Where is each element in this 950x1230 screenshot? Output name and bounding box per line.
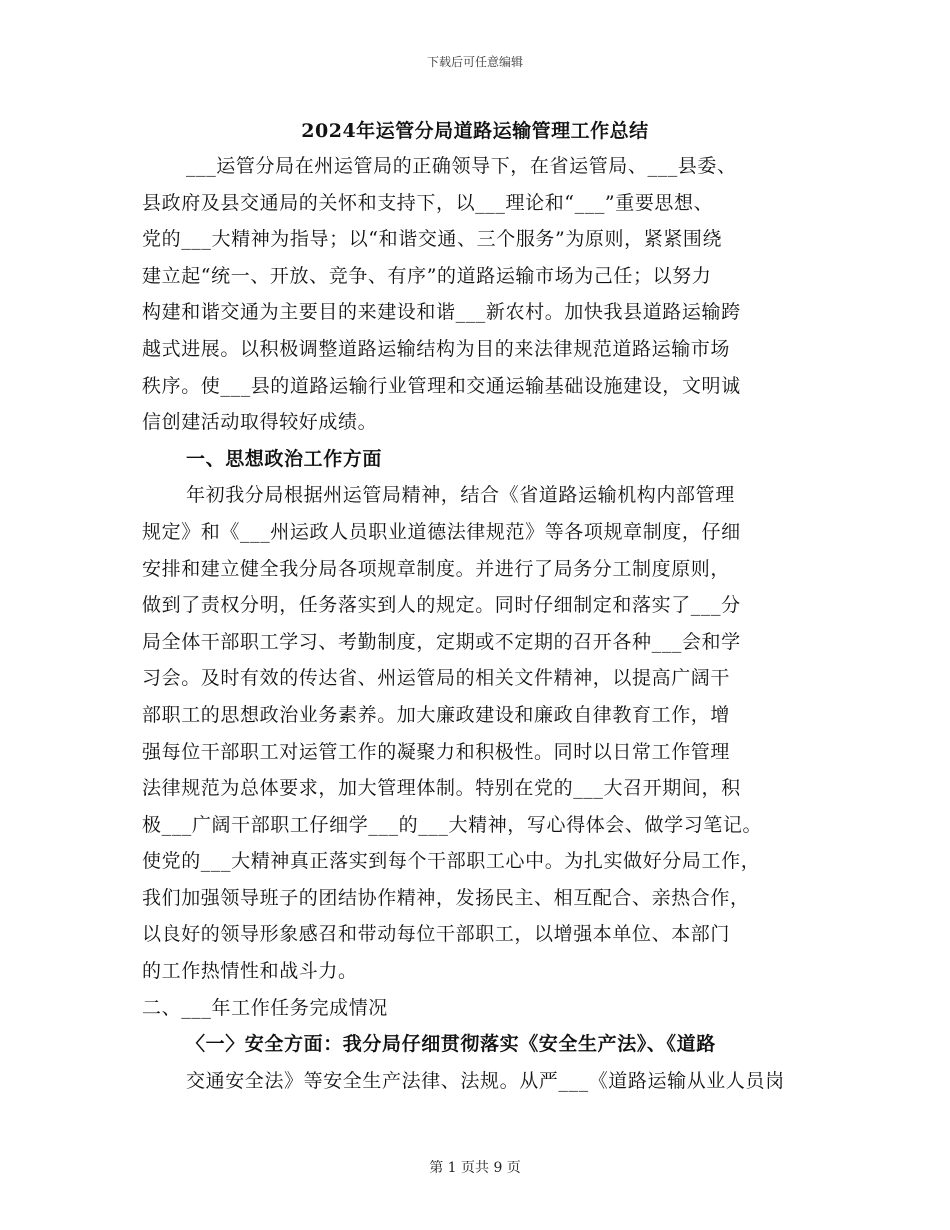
body-line: 县政府及县交通局的关怀和支持下，以___理论和“___”重要思想、	[142, 191, 714, 214]
body-line: 建立起“统一、开放、竞争、有序”的道路运输市场为己任；以努力	[142, 264, 712, 287]
body-line: 越式进展。以积极调整道路运输结构为目的来法律规范道路运输市场	[142, 337, 731, 360]
section-heading: 一、思想政治工作方面	[186, 447, 383, 470]
page-header-note: 下载后可任意编辑	[426, 55, 523, 69]
body-line: 构建和谐交通为主要目的来建设和谐___新农村。加快我县道路运输跨	[142, 301, 741, 324]
body-line: 我们加强领导班子的团结协作精神，发扬民主、相互配合、亲热合作，	[142, 886, 750, 909]
body-line: 法律规范为总体要求，加大管理体制。特别在党的___大召开期间，积	[142, 777, 741, 800]
body-line: 习会。及时有效的传达省、州运管局的相关文件精神，以提高广阔干	[142, 667, 731, 690]
document-title: 2024年运管分局道路运输管理工作总结	[301, 120, 649, 142]
body-line	[142, 1099, 802, 1136]
section-heading: 〈一〉安全方面：我分局仔细贯彻落实《安全生产法》、《道路	[186, 1033, 716, 1056]
body-line: 使党的___大精神真正落实到每个干部职工心中。为扎实做好分局工作，	[142, 850, 761, 873]
body-line: 局全体干部职工学习、考勤制度，定期或不定期的召开各种___会和学	[142, 630, 741, 653]
body-line: 党的___大精神为指导；以“和谐交通、三个服务”为原则，紧紧围绕	[142, 228, 723, 251]
body-line: 年初我分局根据州运管局精神，结合《省道路运输机构内部管理	[186, 484, 735, 507]
body-line: 信创建活动取得较好成绩。	[142, 411, 378, 434]
document-body	[142, 148, 802, 1136]
body-line: 强每位干部职工对运管工作的凝聚力和积极性。同时以日常工作管理	[142, 740, 731, 763]
body-line: 二、___年工作任务完成情况	[142, 996, 388, 1019]
body-line: 交通安全法》等安全生产法律、法规。从严___《道路运输从业人员岗	[186, 1069, 785, 1092]
body-line: 以良好的领导形象感召和带动每位干部职工，以增强本单位、本部门	[142, 923, 731, 946]
body-line: 秩序。使___县的道路运输行业管理和交通运输基础设施建设，文明诚	[142, 374, 741, 397]
body-line: 部职工的思想政治业务素养。加大廉政建设和廉政自律教育工作，增	[142, 703, 731, 726]
body-line: 做到了责权分明，任务落实到人的规定。同时仔细制定和落实了___分	[142, 594, 741, 617]
body-line: 极___广阔干部职工仔细学___的___大精神，写心得体会、做学习笔记。	[142, 813, 763, 836]
body-line: ___运管分局在州运管局的正确领导下，在省运管局、___县委、	[186, 155, 737, 177]
page-number-footer: 第 1 页共 9 页	[429, 1160, 521, 1176]
body-line: 安排和建立健全我分局各项规章制度。并进行了局务分工制度原则，	[142, 557, 731, 580]
body-line: 的工作热情性和战斗力。	[142, 960, 358, 983]
body-line: 规定》和《___州运政人员职业道德法律规范》等各项规章制度，仔细	[142, 520, 741, 543]
